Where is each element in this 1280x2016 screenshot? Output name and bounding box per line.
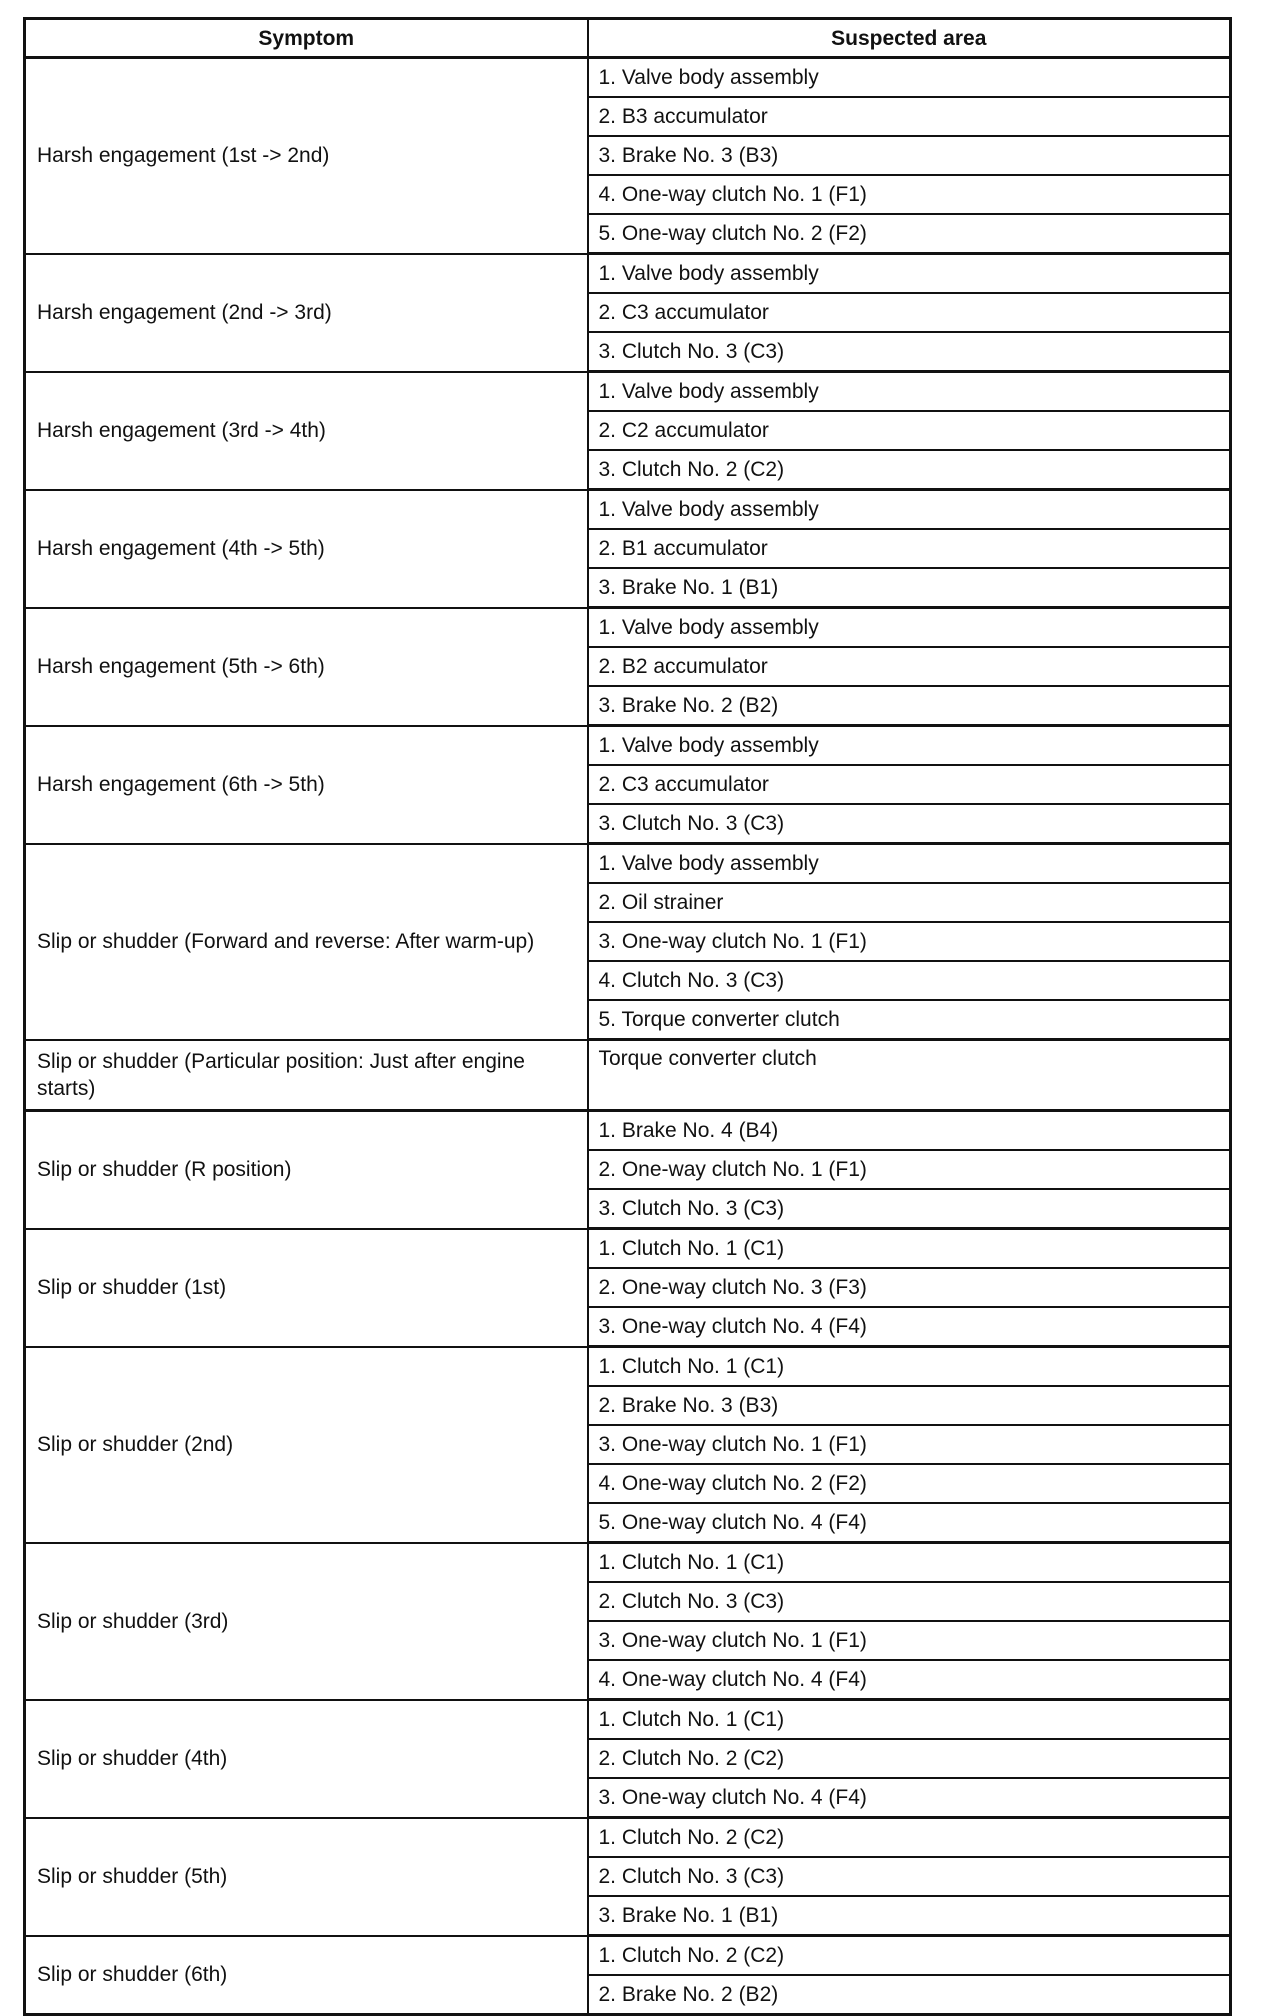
table-row xyxy=(25,1936,1231,1976)
suspected-area-cell: 1. Clutch No. 2 (C2) xyxy=(588,1818,1231,1858)
table-header-row xyxy=(25,19,1231,58)
suspected-area-cell: 3. One-way clutch No. 1 (F1) xyxy=(588,922,1231,961)
suspected-area-cell: 1. Valve body assembly xyxy=(588,726,1231,766)
table-row xyxy=(25,1543,1231,1583)
table-row xyxy=(25,608,1231,648)
table-row xyxy=(25,1229,1231,1269)
document-sheet xyxy=(23,17,1229,2016)
suspected-area-cell: 4. One-way clutch No. 2 (F2) xyxy=(588,1464,1231,1503)
suspected-area-cell: 1. Valve body assembly xyxy=(588,844,1231,884)
symptom-column-header: Symptom xyxy=(25,19,588,58)
symptom-cell: Harsh engagement (3rd -> 4th) xyxy=(25,372,588,490)
suspected-area-cell: 2. B2 accumulator xyxy=(588,647,1231,686)
symptom-cell: Harsh engagement (4th -> 5th) xyxy=(25,490,588,608)
suspected-area-cell: 1. Clutch No. 1 (C1) xyxy=(588,1543,1231,1583)
suspected-area-cell: 2. Clutch No. 3 (C3) xyxy=(588,1582,1231,1621)
suspected-area-cell: 1. Valve body assembly xyxy=(588,608,1231,648)
suspected-area-cell: 2. C3 accumulator xyxy=(588,765,1231,804)
suspected-area-cell: 1. Clutch No. 2 (C2) xyxy=(588,1936,1231,1976)
table-row xyxy=(25,254,1231,294)
symptom-cell: Slip or shudder (Forward and reverse: After warm-up) xyxy=(25,844,588,1040)
symptom-cell: Slip or shudder (4th) xyxy=(25,1700,588,1818)
table-row xyxy=(25,844,1231,884)
suspected-area-cell: 1. Clutch No. 1 (C1) xyxy=(588,1347,1231,1387)
symptom-cell: Harsh engagement (5th -> 6th) xyxy=(25,608,588,726)
symptom-cell: Slip or shudder (R position) xyxy=(25,1111,588,1229)
suspected-area-cell: 2. Oil strainer xyxy=(588,883,1231,922)
suspected-area-cell: 2. C3 accumulator xyxy=(588,293,1231,332)
table-body xyxy=(25,58,1231,2015)
table-row xyxy=(25,490,1231,530)
suspected-area-cell: 1. Valve body assembly xyxy=(588,372,1231,412)
symptom-cell: Harsh engagement (2nd -> 3rd) xyxy=(25,254,588,372)
table-row xyxy=(25,1111,1231,1151)
suspected-area-cell: 2. Clutch No. 2 (C2) xyxy=(588,1739,1231,1778)
suspected-area-cell: 1. Valve body assembly xyxy=(588,490,1231,530)
symptom-cell: Slip or shudder (1st) xyxy=(25,1229,588,1347)
suspected-area-cell: 3. Clutch No. 3 (C3) xyxy=(588,804,1231,844)
suspected-area-column-header: Suspected area xyxy=(588,19,1231,58)
suspected-area-cell: 2. Brake No. 3 (B3) xyxy=(588,1386,1231,1425)
suspected-area-cell: 5. One-way clutch No. 4 (F4) xyxy=(588,1503,1231,1543)
suspected-area-cell: 1. Valve body assembly xyxy=(588,58,1231,98)
suspected-area-cell: 2. B1 accumulator xyxy=(588,529,1231,568)
suspected-area-cell: 3. Brake No. 1 (B1) xyxy=(588,1896,1231,1936)
suspected-area-cell: 5. One-way clutch No. 2 (F2) xyxy=(588,214,1231,254)
suspected-area-cell: 3. One-way clutch No. 4 (F4) xyxy=(588,1778,1231,1818)
suspected-area-cell: 2. Clutch No. 3 (C3) xyxy=(588,1857,1231,1896)
suspected-area-cell: 4. Clutch No. 3 (C3) xyxy=(588,961,1231,1000)
table-row xyxy=(25,1347,1231,1387)
table-row xyxy=(25,1700,1231,1740)
suspected-area-cell: 2. One-way clutch No. 1 (F1) xyxy=(588,1150,1231,1189)
suspected-area-cell: 3. Clutch No. 2 (C2) xyxy=(588,450,1231,490)
suspected-area-cell: Torque converter clutch xyxy=(588,1040,1231,1111)
suspected-area-cell: 1. Brake No. 4 (B4) xyxy=(588,1111,1231,1151)
suspected-area-cell: 2. B3 accumulator xyxy=(588,97,1231,136)
symptom-cell: Slip or shudder (Particular position: Just after engine starts) xyxy=(25,1040,588,1111)
suspected-area-cell: 2. One-way clutch No. 3 (F3) xyxy=(588,1268,1231,1307)
symptom-cell: Slip or shudder (3rd) xyxy=(25,1543,588,1700)
suspected-area-cell: 3. Brake No. 2 (B2) xyxy=(588,686,1231,726)
suspected-area-cell: 1. Clutch No. 1 (C1) xyxy=(588,1700,1231,1740)
symptom-cell: Harsh engagement (6th -> 5th) xyxy=(25,726,588,844)
symptom-cell: Slip or shudder (5th) xyxy=(25,1818,588,1936)
suspected-area-cell: 2. C2 accumulator xyxy=(588,411,1231,450)
suspected-area-cell: 2. Brake No. 2 (B2) xyxy=(588,1975,1231,2015)
suspected-area-cell: 3. Brake No. 3 (B3) xyxy=(588,136,1231,175)
suspected-area-cell: 3. One-way clutch No. 1 (F1) xyxy=(588,1425,1231,1464)
symptom-cell: Slip or shudder (2nd) xyxy=(25,1347,588,1543)
suspected-area-cell: 3. One-way clutch No. 1 (F1) xyxy=(588,1621,1231,1660)
suspected-area-cell: 1. Valve body assembly xyxy=(588,254,1231,294)
symptom-table xyxy=(23,17,1232,2016)
symptom-cell: Slip or shudder (6th) xyxy=(25,1936,588,2015)
suspected-area-cell: 4. One-way clutch No. 4 (F4) xyxy=(588,1660,1231,1700)
table-row xyxy=(25,58,1231,98)
suspected-area-cell: 3. Brake No. 1 (B1) xyxy=(588,568,1231,608)
suspected-area-cell: 1. Clutch No. 1 (C1) xyxy=(588,1229,1231,1269)
table-row xyxy=(25,1040,1231,1111)
suspected-area-cell: 3. One-way clutch No. 4 (F4) xyxy=(588,1307,1231,1347)
suspected-area-cell: 5. Torque converter clutch xyxy=(588,1000,1231,1040)
table-row xyxy=(25,726,1231,766)
suspected-area-cell: 3. Clutch No. 3 (C3) xyxy=(588,332,1231,372)
table-row xyxy=(25,372,1231,412)
suspected-area-cell: 3. Clutch No. 3 (C3) xyxy=(588,1189,1231,1229)
symptom-cell: Harsh engagement (1st -> 2nd) xyxy=(25,58,588,254)
suspected-area-cell: 4. One-way clutch No. 1 (F1) xyxy=(588,175,1231,214)
table-row xyxy=(25,1818,1231,1858)
